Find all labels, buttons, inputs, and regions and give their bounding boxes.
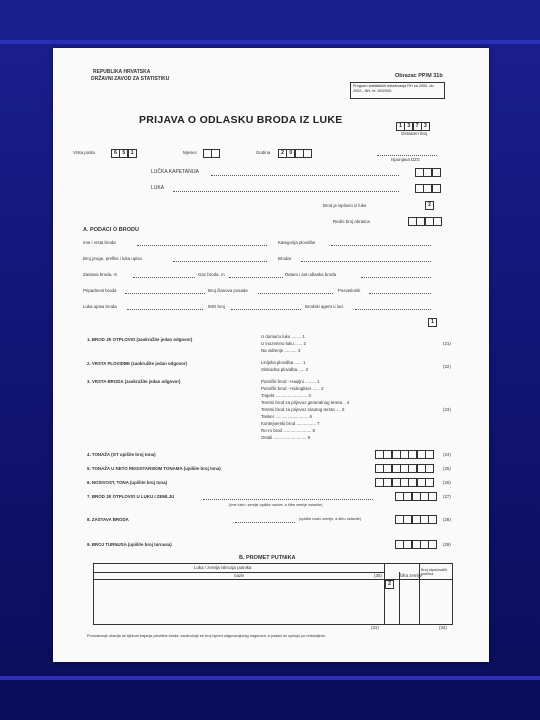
q4-boxes[interactable] — [375, 450, 433, 459]
lucka-kapetanija-field[interactable] — [211, 175, 399, 176]
row-index: 2 — [385, 580, 394, 589]
b-code-31: (31) — [371, 625, 379, 630]
row-index-box — [385, 580, 393, 589]
datum-label: Godina — [256, 150, 271, 155]
q3-option[interactable]: Putnički brod - Hauljni ......... 1 — [261, 379, 320, 384]
pripadnost-field[interactable] — [125, 293, 205, 294]
q3-option[interactable]: Putnički brod - Hidrogliser ...... 2 — [261, 386, 324, 391]
luka-label: LUKA — [151, 185, 165, 191]
col-header: Šifra zemlje — [399, 573, 422, 578]
luka-code-boxes[interactable] — [415, 184, 440, 193]
field-label: Brodar — [278, 256, 292, 261]
question-4: 4. TONAŽA (GT upišite broj tona) — [87, 452, 156, 457]
question-2: 2. VRSTA PLOVIDBE (zaokružite jedan odgovor) — [87, 361, 188, 366]
field-label: Posvetionik — [338, 288, 361, 293]
q3-option[interactable]: Ro-ro brod ....................... 8 — [261, 428, 315, 433]
brod-isplovio-value: 2 — [425, 201, 434, 210]
serial-digit: 7 — [413, 122, 422, 131]
section-a-title: A. PODACI O BRODU — [83, 227, 139, 233]
q8-code: (28) — [443, 517, 451, 522]
vrsta-digit: 5 — [119, 149, 128, 158]
footer-note: Promatranje obavlja se tijekom trajanja plovidbe broda; zaokružuje se broj ispred odgovarajućeg odgovora, a podaci se upisuju po redoslijedu. — [87, 634, 326, 638]
q7-note: (Ime luke i zemlje upišite nazive, a šifre zemlje ostavite) — [229, 503, 323, 507]
field-label: IMO broj — [208, 304, 225, 309]
q1-option[interactable]: U domaću luku ........ 1 — [261, 334, 305, 339]
q5-code: (25) — [443, 466, 451, 471]
field-label: Brodski agent u luci — [305, 304, 344, 309]
question-5: 5. TONAŽA U NETO REGISTARSKIM TONAMA (upišite broj tona) — [87, 466, 221, 471]
ship-code-box: 1 — [428, 318, 436, 327]
q4-code: (24) — [443, 452, 451, 457]
q9-boxes[interactable] — [395, 540, 437, 549]
program-note: Program statističkih istraživanja RH za 2000. do 2002., NN, br. 60/2000. — [350, 82, 445, 99]
kategorija-field[interactable] — [331, 245, 431, 246]
q3-option[interactable]: Teretni brod za prijevoz rasutog tereta .... 5 — [261, 407, 345, 412]
q7-field[interactable] — [203, 499, 373, 500]
brod-isplovio-box[interactable] — [425, 201, 433, 210]
col-header: Broj otputovalih putnika — [421, 568, 448, 576]
redni-broj-label: Redni broj obrasca — [333, 219, 370, 224]
question-6: 6. NOSIVOST, TONA (upišite broj tona) — [87, 480, 168, 485]
serial-digit: 3 — [404, 122, 413, 131]
gaz-field[interactable] — [229, 277, 283, 278]
q5-boxes[interactable] — [375, 464, 433, 473]
q3-option[interactable]: Trajekt .......................... 3 — [261, 393, 311, 398]
serial-label: Ostvaren broj — [401, 131, 428, 136]
q2-option[interactable]: Linijska plovidba ...... 1 — [261, 360, 306, 365]
luka-field[interactable] — [173, 191, 399, 192]
redni-broj-boxes[interactable] — [408, 217, 441, 226]
q1-option[interactable]: Na sidrenje .......... 3 — [261, 348, 301, 353]
org-line-2: DRŽAVNI ZAVOD ZA STATISTIKU — [91, 76, 170, 82]
field-label: Pripadnost broda — [83, 288, 117, 293]
serial-digit: 1 — [396, 122, 405, 131]
agent-field[interactable] — [355, 309, 431, 310]
question-8: 8. ZASTAVA BRODA — [87, 517, 129, 522]
q3-option[interactable]: Tanker ........................... 6 — [261, 414, 312, 419]
statistical-form-page — [53, 48, 489, 662]
q3-option[interactable]: Ostali ........................... 9 — [261, 435, 311, 440]
dzs-field[interactable] — [377, 155, 437, 156]
q3-code: (23) — [443, 407, 451, 412]
q7-boxes[interactable] — [395, 492, 437, 501]
form-title: PRIJAVA O ODLASKU BRODA IZ LUKE — [139, 114, 343, 126]
serial-number-boxes — [396, 122, 429, 131]
q2-code: (22) — [443, 364, 451, 369]
q2-option[interactable]: Slobodna plovidba ..... 2 — [261, 367, 309, 372]
vrsta-label: Vrsta posla — [73, 150, 95, 155]
question-9: 9. BROJ TURNUSA (upišite broj turnusa) — [87, 542, 172, 547]
vrsta-digit: 1 — [128, 149, 137, 158]
col-header: Luka / zemlja iskrcaja putnika — [194, 565, 252, 570]
mjesec-label: Mjesec — [183, 150, 197, 155]
question-1: 1. BROD JE OTPLOVIO (zaokružite jedan odgovor) — [87, 337, 193, 342]
q3-option[interactable]: Teretni brod za prijevoz generalnog tereta .. 4 — [261, 400, 350, 405]
slide-top-rule — [0, 40, 540, 44]
q1-code: (21) — [443, 341, 451, 346]
luka-upisa-field[interactable] — [127, 309, 203, 310]
year-digit: 0 — [286, 149, 295, 158]
q6-code: (26) — [443, 480, 451, 485]
passenger-table — [93, 563, 453, 625]
lucka-kapetanija-label: LUČKA KAPETANIJA — [151, 169, 199, 175]
mjesec-boxes[interactable] — [203, 149, 220, 158]
prefiks-field[interactable] — [173, 261, 267, 262]
imo-field[interactable] — [231, 309, 301, 310]
col-code: (30) — [374, 573, 382, 578]
field-label: Broj članova posade — [208, 288, 248, 293]
datum-sat-field[interactable] — [361, 277, 431, 278]
q8-field[interactable] — [235, 522, 295, 523]
q3-option[interactable]: Kontejnerski brod ................ 7 — [261, 421, 320, 426]
clanovi-posade-field[interactable] — [258, 293, 333, 294]
vrsta-boxes — [111, 149, 136, 158]
q1-option[interactable]: U inozemnu luku ...... 2 — [261, 341, 306, 346]
field-label: Kategorija plovidbe — [278, 240, 316, 245]
q8-boxes[interactable] — [395, 515, 437, 524]
kapetanija-code-boxes[interactable] — [415, 168, 440, 177]
q7-code: (27) — [443, 494, 451, 499]
brodar-field[interactable] — [301, 261, 431, 262]
posvetionik-field[interactable] — [369, 293, 431, 294]
org-line-1: REPUBLIKA HRVATSKA — [93, 69, 151, 75]
ime-broda-field[interactable] — [137, 245, 267, 246]
col-header: naziv — [234, 573, 245, 578]
brod-isplovio-label: Brod je isplovio iz luke — [323, 203, 367, 208]
question-3: 3. VRSTA BRODA (zaokružite jedan odgovor) — [87, 379, 181, 384]
ispunjava-label: Ispunjava DZS — [391, 157, 420, 162]
field-label: Broj pruge, prefiks i luka upisa — [83, 256, 142, 261]
q9-code: (29) — [443, 542, 451, 547]
form-code: Obrazac PP/M 31b — [395, 73, 443, 79]
year-digit: 2 — [278, 149, 287, 158]
question-7: 7. BROD JE OTPLOVIO U LUKU I ZEMLJU — [87, 494, 175, 499]
field-label: Gaz broda, m — [198, 272, 225, 277]
field-label: Ime i vrsta broda — [83, 240, 116, 245]
q8-note: (upišite naziv zemlje, a šifru ostavite) — [299, 517, 362, 521]
serial-digit: 3 — [421, 122, 430, 131]
field-label: Luka upisa broda — [83, 304, 117, 309]
zastava-m-field[interactable] — [133, 277, 195, 278]
vrsta-digit: 6 — [111, 149, 120, 158]
q6-boxes[interactable] — [375, 478, 433, 487]
year-boxes[interactable] — [278, 149, 311, 158]
b-code-32: (32) — [439, 625, 447, 630]
field-label: Zastava broda, m — [83, 272, 118, 277]
slide-bottom-rule — [0, 676, 540, 680]
section-b-title: B. PROMET PUTNIKA — [239, 555, 296, 561]
field-label: Datum i sat odlaska broda — [285, 272, 337, 277]
